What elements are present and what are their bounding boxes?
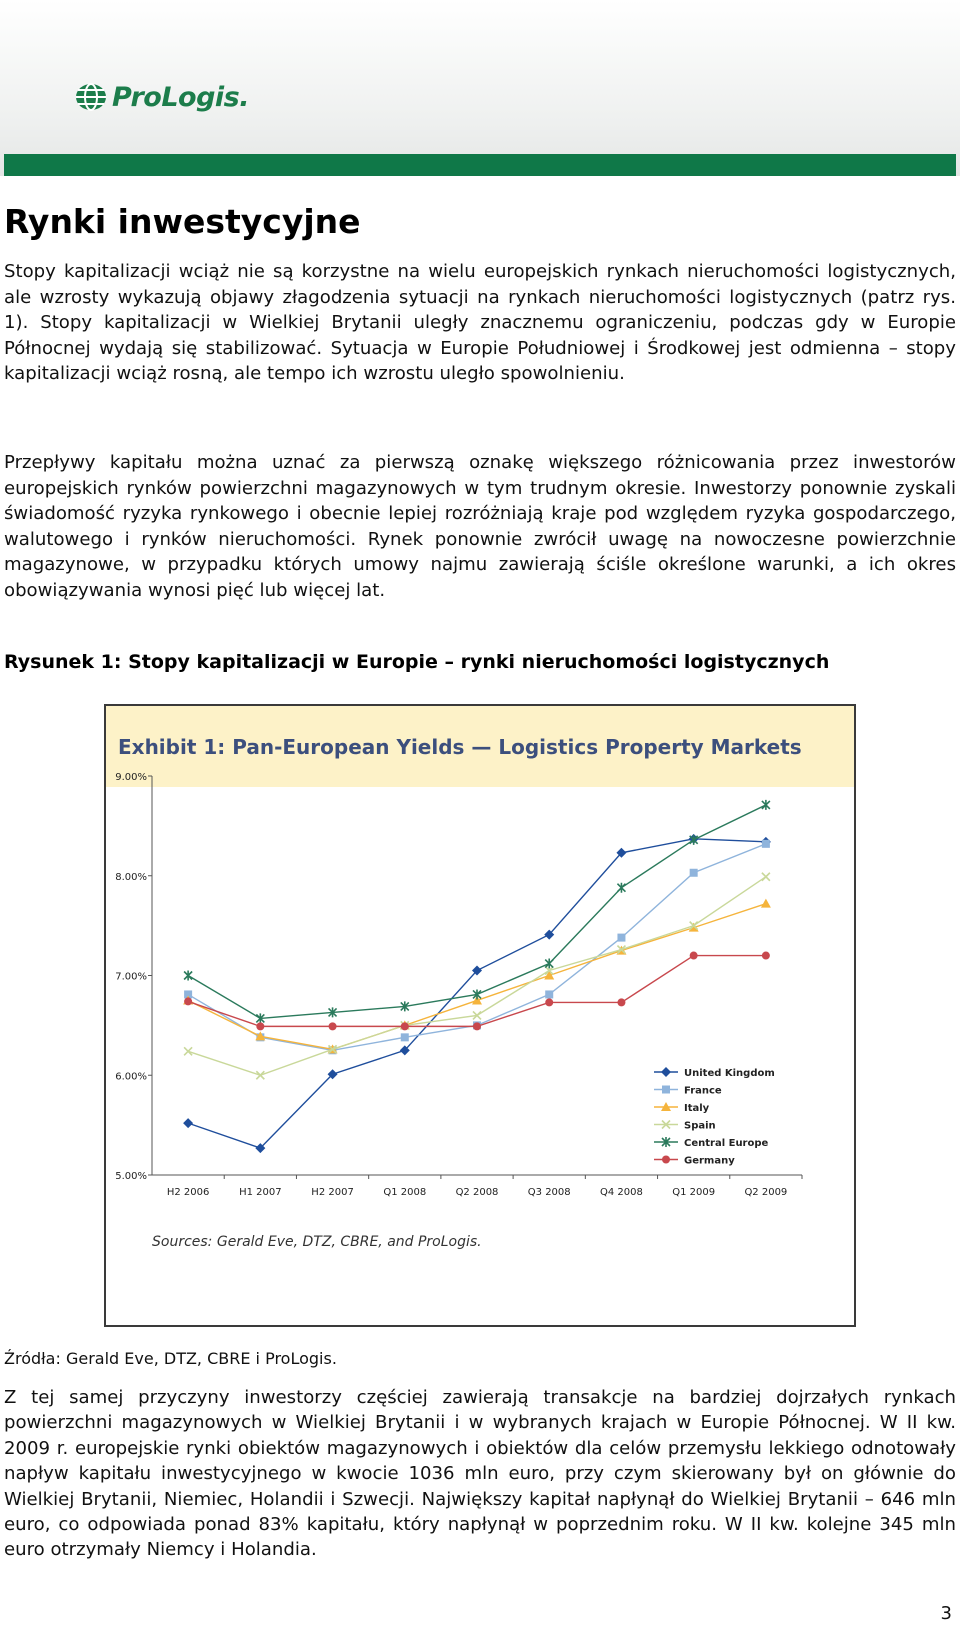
data-point-italy [761, 899, 771, 908]
paragraph-2: Przepływy kapitału można uznać za pierwszą oznakę większego różnicowania przez inwestorów europejskich rynków powierzchni magazynowych w tym trudnym okresie. Inwestorzy ponownie zyskali świadomość ryzyka rynkowego i obecnie lepiej rozróżniają kraje pod względem ryzyka gospodarczego, walutowego i rynków nieruchomości. Rynek ponownie zwrócił uwagę na nowoczesne powierzchnie magazynowe, w przypadku których umowy najmu zawierają ściśle określone warunki, a ich okres obowiązywania wynosi pięć lub więcej lat. [4, 452, 956, 601]
legend-item-spain [654, 1121, 716, 1132]
series-central-europe [184, 800, 770, 1023]
paragraph-1: Stopy kapitalizacji wciąż nie są korzystne na wielu europejskich rynkach nieruchomości logistycznych, ale wzrosty wykazują objawy złagodzenia sytuacji na rynkach nieruchomości logistycznych (patrz rys. 1). Stopy kapitalizacji w Wielkiej Brytanii uległy znacznemu ograniczeniu, podczas gdy w Europie Północnej wydają się stabilizować. Sytuacja w Europie Południowej i Środkowej jest odmienna – stopy kapitalizacji wciąż rosną, ale tempo ich wzrostu uległo spowolnieniu. [4, 261, 956, 384]
data-point-spain [184, 1047, 192, 1055]
x-tick-label: Q1 2008 [383, 1187, 427, 1198]
header-band [4, 154, 956, 176]
data-point-germany [401, 1022, 409, 1030]
data-point-united-kingdom [183, 1118, 193, 1128]
x-tick-label: Q4 2008 [600, 1187, 643, 1198]
data-point-france [401, 1033, 409, 1041]
legend-item-france [654, 1086, 722, 1097]
series-france [184, 840, 770, 1054]
data-point-france [617, 934, 625, 942]
data-point-france [762, 840, 770, 848]
series-line-central-europe [188, 805, 766, 1018]
x-tick-label: Q2 2009 [744, 1187, 788, 1198]
figure-frame [104, 704, 856, 1327]
globe-icon [74, 82, 108, 112]
figure-caption: Rysunek 1: Stopy kapitalizacji w Europie – rynki nieruchomości logistycznych [4, 651, 830, 673]
page-number: 3 [940, 1603, 952, 1624]
legend-item-italy [654, 1102, 710, 1114]
y-tick-label: 5.00% [115, 1171, 147, 1182]
legend-label: Spain [684, 1120, 716, 1132]
data-point-germany [690, 952, 698, 960]
data-point-central-europe [545, 959, 553, 969]
legend-marker [662, 1156, 670, 1164]
y-tick-label: 6.00% [115, 1071, 147, 1083]
y-tick-label: 8.00% [115, 871, 147, 883]
legend-label: Italy [684, 1103, 710, 1114]
data-point-germany [256, 1022, 264, 1030]
data-point-germany [473, 1022, 481, 1030]
legend-label: France [684, 1085, 722, 1097]
data-point-central-europe [762, 800, 770, 810]
figure-sources: Źródła: Gerald Eve, DTZ, CBRE i ProLogis. [4, 1349, 337, 1368]
x-tick-label: Q2 2008 [455, 1187, 499, 1198]
x-tick-label: Q1 2009 [672, 1187, 716, 1198]
page-header [0, 0, 960, 176]
page-title: Rynki inwestycyjne [4, 202, 361, 241]
x-tick-label: Q3 2008 [527, 1187, 571, 1198]
data-point-germany [617, 998, 625, 1006]
prologis-logo [74, 80, 249, 114]
x-tick-label: H2 2007 [311, 1187, 354, 1198]
series-line-france [188, 844, 766, 1050]
data-point-germany [545, 998, 553, 1006]
data-point-central-europe [617, 883, 625, 893]
legend-label: United Kingdom [684, 1068, 775, 1079]
x-tick-label: H1 2007 [239, 1187, 282, 1198]
legend-item-united-kingdom [654, 1067, 775, 1079]
chart-source-note: Sources: Gerald Eve, DTZ, CBRE, and ProLogis. [152, 1234, 482, 1250]
series-line-spain [188, 877, 766, 1076]
legend-marker [661, 1067, 671, 1077]
yields-chart [106, 706, 854, 1325]
legend-label: Central Europe [684, 1138, 769, 1149]
data-point-spain [256, 1071, 264, 1079]
data-point-germany [762, 952, 770, 960]
data-point-france [545, 990, 553, 998]
x-tick-label: H2 2006 [166, 1187, 210, 1198]
legend-item-germany [654, 1156, 735, 1167]
paragraph-3: Z tej samej przyczyny inwestorzy częściej zawierają transakcje na bardziej dojrzałych rynkach powierzchni magazynowych w Wielkiej Brytanii i w wybranych krajach w Europie Północnej. W II kw. 2009 r. europejskie rynki obiektów magazynowych i obiektów dla celów przemysłu lekkiego odnotowały napływ kapitału inwestycyjnego w kwocie 1036 mln euro, przy czym skierowany był on głównie do Wielkiej Brytanii, Niemiec, Holandii i Szwecji. Największy kapitał napłynął do Wielkiej Brytanii – 646 mln euro, co odpowiada ponad 83% kapitału, który napłynął w poprzednim roku. W II kw. kolejne 345 mln euro otrzymały Niemcy i Holandia. [4, 1387, 956, 1561]
series-spain [184, 873, 770, 1080]
legend-marker [662, 1086, 670, 1094]
data-point-central-europe [184, 971, 192, 981]
data-point-germany [184, 997, 192, 1005]
legend-item-central-europe [654, 1137, 769, 1149]
y-tick-label: 9.00% [115, 772, 147, 783]
data-point-germany [329, 1022, 337, 1030]
data-point-spain [762, 873, 770, 881]
data-point-france [690, 869, 698, 877]
logo-text: ProLogis. [112, 81, 249, 113]
legend-label: Germany [684, 1155, 735, 1167]
chart-title: Exhibit 1: Pan-European Yields — Logistics Property Markets [118, 735, 802, 759]
y-tick-label: 7.00% [115, 971, 147, 983]
